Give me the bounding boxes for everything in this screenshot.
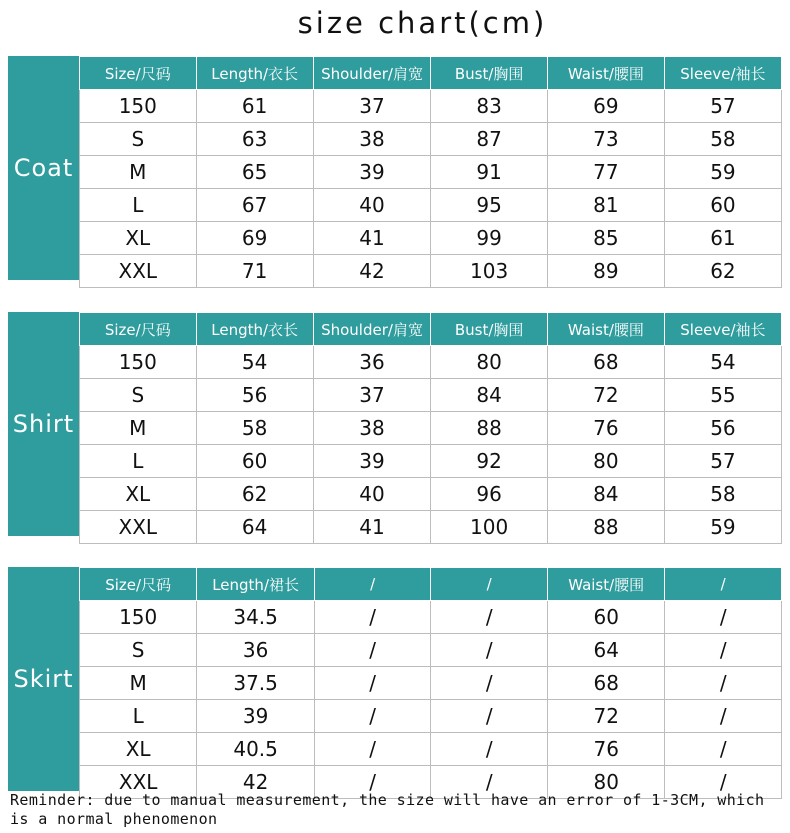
- size-cell: M: [80, 156, 197, 189]
- measurement-cell: 92: [431, 445, 548, 478]
- measurement-cell: 36: [313, 346, 431, 379]
- table-row: [80, 478, 782, 511]
- measurement-cell: 100: [431, 511, 548, 544]
- table-row: [80, 445, 782, 478]
- measurement-cell: 42: [197, 766, 315, 799]
- measurement-cell: 34.5: [197, 601, 315, 634]
- column-header: Bust/胸围: [431, 57, 548, 90]
- measurement-cell: 60: [664, 189, 781, 222]
- measurement-cell: 60: [547, 601, 664, 634]
- table-row: [80, 379, 782, 412]
- measurement-cell: /: [314, 733, 431, 766]
- measurement-cell: 87: [431, 123, 548, 156]
- measurement-cell: 37: [313, 379, 431, 412]
- measurement-cell: 76: [547, 733, 664, 766]
- table-row: [80, 90, 782, 123]
- measurement-cell: 84: [547, 478, 664, 511]
- measurement-cell: 63: [196, 123, 313, 156]
- measurement-cell: 85: [547, 222, 664, 255]
- measurement-cell: 57: [664, 445, 781, 478]
- measurement-cell: 38: [313, 412, 431, 445]
- column-header: Sleeve/袖长: [664, 57, 781, 90]
- measurement-cell: 58: [196, 412, 313, 445]
- column-header: Sleeve/袖长: [664, 313, 781, 346]
- measurement-cell: /: [431, 667, 548, 700]
- size-cell: L: [80, 445, 197, 478]
- table-row: [80, 123, 782, 156]
- measurement-cell: 38: [313, 123, 431, 156]
- measurement-cell: 72: [547, 379, 664, 412]
- measurement-cell: 84: [431, 379, 548, 412]
- column-header: Size/尺码: [80, 57, 197, 90]
- table-row: [80, 189, 782, 222]
- measurement-cell: /: [431, 733, 548, 766]
- size-cell: M: [80, 667, 197, 700]
- measurement-cell: 39: [313, 156, 431, 189]
- measurement-cell: 64: [547, 634, 664, 667]
- measurement-cell: 69: [196, 222, 313, 255]
- garment-label: Skirt: [8, 567, 79, 791]
- column-header: Size/尺码: [80, 568, 197, 601]
- measurement-cell: 65: [196, 156, 313, 189]
- measurement-cell: /: [665, 733, 782, 766]
- size-cell: XXL: [80, 766, 197, 799]
- measurement-cell: /: [431, 601, 548, 634]
- column-header: Waist/腰围: [547, 313, 664, 346]
- measurement-cell: 41: [313, 222, 431, 255]
- measurement-cell: 88: [431, 412, 548, 445]
- measurement-cell: 68: [547, 667, 664, 700]
- measurement-grid: [79, 567, 782, 799]
- measurement-cell: /: [314, 667, 431, 700]
- column-header: /: [665, 568, 782, 601]
- garment-label: Coat: [8, 56, 79, 280]
- measurement-cell: /: [665, 766, 782, 799]
- measurement-cell: 80: [431, 346, 548, 379]
- table-row: [80, 601, 782, 634]
- measurement-cell: 55: [664, 379, 781, 412]
- measurement-cell: 103: [431, 255, 548, 288]
- measurement-cell: 99: [431, 222, 548, 255]
- column-header: Shoulder/肩宽: [313, 57, 431, 90]
- column-header: Length/裙长: [197, 568, 315, 601]
- measurement-cell: 60: [196, 445, 313, 478]
- measurement-cell: 83: [431, 90, 548, 123]
- size-cell: 150: [80, 90, 197, 123]
- column-header: Shoulder/肩宽: [313, 313, 431, 346]
- measurement-cell: 64: [196, 511, 313, 544]
- size-cell: 150: [80, 601, 197, 634]
- measurement-cell: 40.5: [197, 733, 315, 766]
- measurement-cell: 88: [547, 511, 664, 544]
- measurement-cell: 62: [196, 478, 313, 511]
- measurement-cell: 62: [664, 255, 781, 288]
- measurement-cell: 39: [313, 445, 431, 478]
- measurement-grid: [79, 56, 782, 288]
- header-row: [80, 568, 782, 601]
- measurement-cell: 58: [664, 123, 781, 156]
- measurement-cell: 96: [431, 478, 548, 511]
- measurement-cell: 59: [664, 156, 781, 189]
- page-title: size chart(cm): [297, 6, 548, 40]
- measurement-cell: 69: [547, 90, 664, 123]
- size-cell: S: [80, 634, 197, 667]
- table-row: [80, 700, 782, 733]
- size-cell: 150: [80, 346, 197, 379]
- measurement-cell: 40: [313, 189, 431, 222]
- measurement-cell: 57: [664, 90, 781, 123]
- size-cell: XL: [80, 733, 197, 766]
- column-header: /: [314, 568, 431, 601]
- size-cell: XL: [80, 222, 197, 255]
- table-row: [80, 346, 782, 379]
- measurement-cell: 67: [196, 189, 313, 222]
- measurement-cell: 56: [196, 379, 313, 412]
- measurement-cell: 73: [547, 123, 664, 156]
- measurement-cell: 77: [547, 156, 664, 189]
- measurement-cell: /: [665, 667, 782, 700]
- column-header: Size/尺码: [80, 313, 197, 346]
- measurement-cell: /: [314, 601, 431, 634]
- size-cell: L: [80, 700, 197, 733]
- table-row: [80, 667, 782, 700]
- table-row: [80, 222, 782, 255]
- size-cell: L: [80, 189, 197, 222]
- measurement-cell: /: [314, 766, 431, 799]
- measurement-cell: /: [431, 766, 548, 799]
- measurement-cell: /: [431, 700, 548, 733]
- header-row: [80, 313, 782, 346]
- table-row: [80, 156, 782, 189]
- measurement-cell: 54: [196, 346, 313, 379]
- header-row: [80, 57, 782, 90]
- measurement-cell: /: [314, 634, 431, 667]
- measurement-cell: 91: [431, 156, 548, 189]
- measurement-cell: 72: [547, 700, 664, 733]
- measurement-cell: 37: [313, 90, 431, 123]
- measurement-cell: 39: [197, 700, 315, 733]
- measurement-cell: 71: [196, 255, 313, 288]
- measurement-cell: 80: [547, 445, 664, 478]
- column-header: Bust/胸围: [431, 313, 548, 346]
- measurement-cell: 37.5: [197, 667, 315, 700]
- column-header: Length/衣长: [196, 57, 313, 90]
- measurement-cell: /: [431, 634, 548, 667]
- measurement-cell: /: [314, 700, 431, 733]
- measurement-cell: /: [665, 601, 782, 634]
- size-cell: XXL: [80, 255, 197, 288]
- reminder-note: Reminder: due to manual measurement, the size will have an error of 1-3CM, which is a normal phenomenon: [10, 791, 765, 828]
- measurement-cell: 80: [547, 766, 664, 799]
- measurement-cell: 41: [313, 511, 431, 544]
- size-cell: XXL: [80, 511, 197, 544]
- garment-label: Shirt: [8, 312, 79, 536]
- measurement-cell: 40: [313, 478, 431, 511]
- measurement-cell: 61: [664, 222, 781, 255]
- measurement-cell: 76: [547, 412, 664, 445]
- measurement-grid: [79, 312, 782, 544]
- column-header: Waist/腰围: [547, 568, 664, 601]
- size-cell: S: [80, 123, 197, 156]
- measurement-cell: 36: [197, 634, 315, 667]
- table-row: [80, 511, 782, 544]
- table-row: [80, 634, 782, 667]
- size-cell: M: [80, 412, 197, 445]
- measurement-cell: 58: [664, 478, 781, 511]
- column-header: Length/衣长: [196, 313, 313, 346]
- size-cell: XL: [80, 478, 197, 511]
- column-header: /: [431, 568, 548, 601]
- table-row: [80, 255, 782, 288]
- table-row: [80, 412, 782, 445]
- measurement-cell: 95: [431, 189, 548, 222]
- measurement-cell: 81: [547, 189, 664, 222]
- size-cell: S: [80, 379, 197, 412]
- measurement-cell: 89: [547, 255, 664, 288]
- measurement-cell: 54: [664, 346, 781, 379]
- table-row: [80, 733, 782, 766]
- measurement-cell: 42: [313, 255, 431, 288]
- measurement-cell: 59: [664, 511, 781, 544]
- measurement-cell: /: [665, 700, 782, 733]
- measurement-cell: /: [665, 634, 782, 667]
- measurement-cell: 68: [547, 346, 664, 379]
- column-header: Waist/腰围: [547, 57, 664, 90]
- measurement-cell: 56: [664, 412, 781, 445]
- measurement-cell: 61: [196, 90, 313, 123]
